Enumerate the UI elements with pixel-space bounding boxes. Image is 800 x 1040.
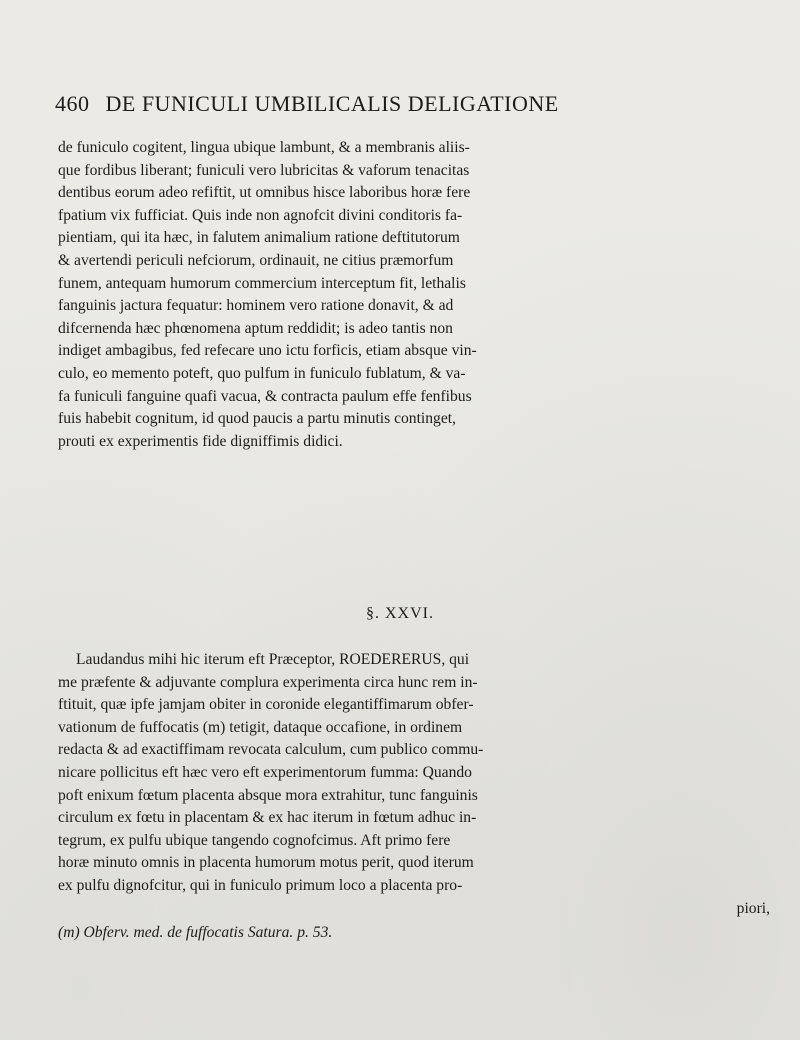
footnote: (m) Obferv. med. de fuffocatis Satura. p. 53. [58,924,333,941]
text-line: difcernenda hæc phœnomena aptum reddidit; is adeo tantis non [58,319,453,337]
page-number: 460 [55,91,90,116]
text-line: Laudandus mihi hic iterum eft Præceptor, ROEDERERUS, qui [76,651,470,668]
catchword: piori, [736,899,770,917]
section-heading: §. XXVI. [366,605,434,622]
text-line: dentibus eorum adeo refiftit, ut omnibus hisce laboribus horæ fere [58,184,471,202]
text-line: que fordibus liberant; funiculi vero lubricitas & vaforum tenacitas [58,161,470,179]
text-line: culo, eo memento poteft, quo pulfum in funiculo fublatum, & va- [58,364,466,382]
paragraph-2 [58,649,778,920]
text-line: me præfente & adjuvante complura experimenta circa hunc rem in- [58,673,478,691]
running-header [55,91,695,117]
text-line: & avertendi periculi nefciorum, ordinauit, ne citius præmorfum [58,251,454,269]
running-title: DE FUNICULI UMBILICALIS DELIGATIONE [105,91,559,116]
text-line: ftituit, quæ ipfe jamjam obiter in coronide elegantiffimarum obfer- [58,696,474,714]
text-line: de funiculo cogitent, lingua ubique lambunt, & a membranis aliis- [58,139,470,156]
text-line: circulum ex fœtu in placentam & ex hac iterum in fœtum adhuc in- [58,809,477,827]
text-line: fpatium vix fufficiat. Quis inde non agnofcit divini conditoris fa- [58,206,463,224]
text-line: pientiam, qui ita hæc, in falutem animalium ratione deftitutorum [58,229,460,247]
text-line: funem, antequam humorum commercium interceptum fit, lethalis [58,274,466,292]
text-line: horæ minuto omnis in placenta humorum motus perit, quod iterum [58,854,474,872]
text-line: indiget ambagibus, fed refecare uno ictu forficis, etiam absque vin- [58,342,477,360]
text-line: redacta & ad exactiffimam revocata calculum, cum publico commu- [58,741,484,759]
text-line: vationum de fuffocatis (m) tetigit, dataque occafione, in ordinem [58,718,463,736]
text-line: fanguinis jactura fequatur: hominem vero ratione donavit, & ad [58,297,454,315]
text-line: ex pulfu dignofcitur, qui in funiculo primum loco a placenta pro- [58,876,463,894]
paragraph-1 [58,137,778,453]
text-line: fuis habebit cognitum, id quod paucis a partu minutis continget, [58,410,457,428]
text-line: prouti ex experimentis fide digniffimis didici. [58,432,343,450]
text-line: tegrum, ex pulfu ubique tangendo cognofcimus. Aft primo fere [58,831,451,849]
text-line: fa funiculi fanguine quafi vacua, & contracta paulum effe fenfibus [58,387,472,405]
text-line: poft enixum fœtum placenta absque mora extrahitur, tunc fanguinis [58,786,478,804]
text-line: nicare pollicitus eft hæc vero eft experimentorum fumma: Quando [58,763,472,781]
